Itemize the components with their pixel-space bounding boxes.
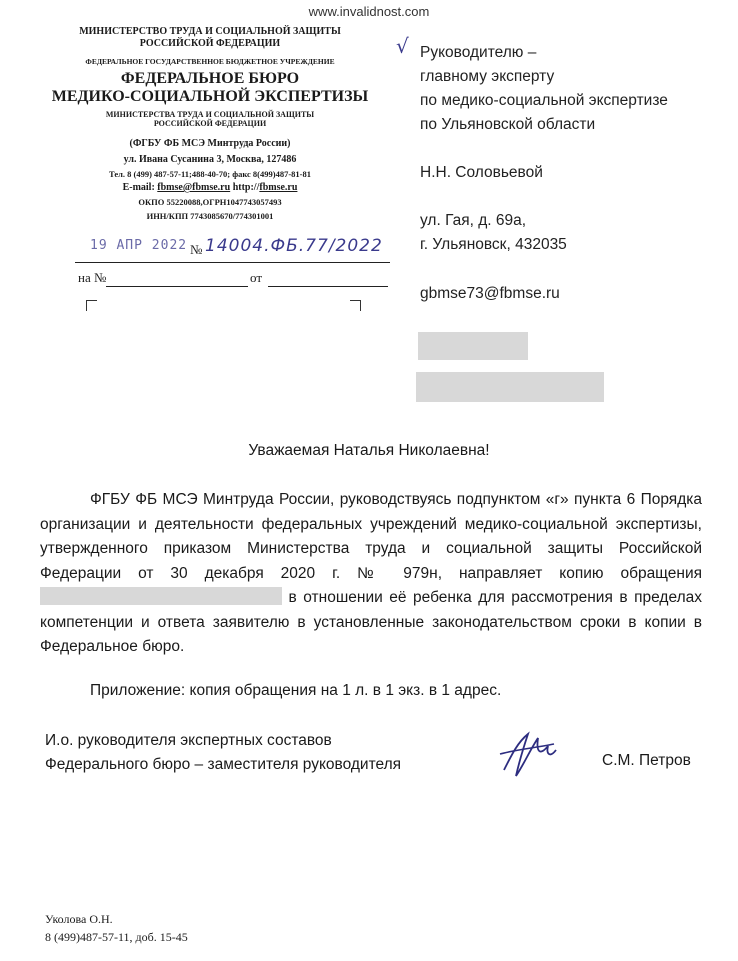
sub-line-1: МИНИСТЕРСТВА ТРУДА И СОЦИАЛЬНОЙ ЗАЩИТЫ	[105, 110, 315, 119]
email-label: E-mail:	[122, 182, 158, 193]
body-paragraph	[40, 488, 702, 660]
attachment-note: Приложение: копия обращения на 1 л. в 1 экз. в 1 адрес.	[90, 682, 502, 699]
reference-number-line	[106, 286, 248, 287]
addressee-email: gbmse73@fbmse.ru	[420, 285, 560, 302]
letterhead-contacts	[40, 182, 380, 194]
reference-number-label: на №	[78, 270, 107, 285]
addressee-street: ул. Гая, д. 69а,	[420, 212, 527, 229]
corner-mark-left	[86, 300, 97, 311]
redaction-box-2	[416, 372, 604, 402]
title-line-1: ФЕДЕРАЛЬНОЕ БЮРО	[120, 70, 300, 87]
letterhead-abbreviation: (ФГБУ ФБ МСЭ Минтруда России)	[129, 138, 291, 149]
addressee-city: г. Ульяновск, 432035	[420, 236, 567, 253]
addressee-name: Н.Н. Соловьевой	[420, 164, 543, 181]
addressee-line-1: Руководителю –	[420, 44, 537, 61]
letterhead-inn: ИНН/КПП 7743085670/774301001	[146, 211, 274, 221]
handwritten-signature	[494, 724, 564, 784]
redaction-box-1	[418, 332, 528, 360]
addressee-line-3: по медико-социальной экспертизе	[420, 92, 668, 109]
title-line-2: МЕДИКО-СОЦИАЛЬНОЙ ЭКСПЕРТИЗЫ	[51, 88, 369, 106]
letterhead-email-link[interactable]: fbmse@fbmse.ru	[157, 182, 231, 193]
web-label: http://	[230, 182, 260, 193]
registration-number: 14004.ФБ.77/2022	[205, 236, 383, 256]
check-mark-icon: √	[396, 34, 409, 58]
watermark-url: www.invalidnost.com	[308, 4, 430, 19]
letterhead-fgbu: ФЕДЕРАЛЬНОЕ ГОСУДАРСТВЕННОЕ БЮДЖЕТНОЕ УЧРЕЖДЕНИЕ	[85, 57, 335, 66]
executor-name: Уколова О.Н.	[45, 912, 113, 926]
federation-line: РОССИЙСКОЙ ФЕДЕРАЦИИ	[139, 37, 281, 49]
addressee-line-4: по Ульяновской области	[420, 116, 596, 133]
letter-body	[40, 488, 702, 660]
signatory-title-1: И.о. руководителя экспертных составов	[45, 732, 332, 749]
registration-date-stamp: 19 АПР 2022	[90, 238, 188, 253]
letterhead-ministry	[40, 26, 380, 49]
ministry-line: МИНИСТЕРСТВО ТРУДА И СОЦИАЛЬНОЙ ЗАЩИТЫ	[79, 26, 341, 37]
executor-phone: 8 (499)487-57-11, доб. 15-45	[45, 930, 188, 944]
body-part-1: ФГБУ ФБ МСЭ Минтруда России, руководствуясь подпунктом «г» пункта 6 Порядка организации и деятельности федеральных учреждений медико-социальной экспертизы, утвержденного приказом Министерства труда и социальной защиты Российской Федерации от 30 декабря 2020 г. № 979н, направляет копию обращения	[40, 491, 702, 582]
letterhead-title	[40, 70, 380, 107]
letterhead-subtitle	[40, 110, 380, 128]
redaction-inline	[40, 587, 282, 605]
signatory-title-2: Федерального бюро – заместителя руководителя	[45, 756, 402, 773]
addressee-line-2: главному эксперту	[420, 68, 555, 85]
registration-number-label: №	[190, 242, 203, 257]
letterhead-address: ул. Ивана Сусанина 3, Москва, 127486	[123, 154, 297, 165]
corner-mark-right	[350, 300, 361, 311]
letterhead-okpo: ОКПО 55220088,ОГРН1047743057493	[138, 197, 282, 207]
body-part-2: в отношении её ребенка для рассмотрения в пределах компетенции и ответа заявителю в установленные законодательством сроки в копии в Федеральное бюро.	[40, 589, 702, 655]
signatory-name: С.М. Петров	[602, 752, 691, 769]
letterhead-web-link[interactable]: fbmse.ru	[259, 182, 298, 193]
reference-date-label: от	[250, 270, 263, 285]
sub-line-2: РОССИЙСКОЙ ФЕДЕРАЦИИ	[153, 119, 267, 129]
reference-date-line	[268, 286, 388, 287]
letterhead-phone: Тел. 8 (499) 487-57-11;488-40-70; факс 8(499)487-81-81	[109, 169, 311, 179]
salutation: Уважаемая Наталья Николаевна!	[248, 442, 490, 459]
